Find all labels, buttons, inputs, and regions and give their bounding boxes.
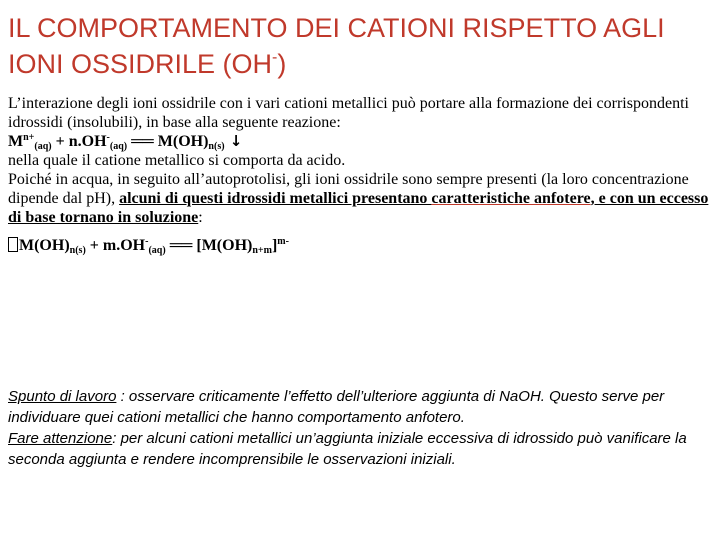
amphoteric-highlight-3: , e con un eccesso di base tornano in soluzione (8, 190, 709, 226)
intro-paragraph: L’interazione degli ioni ossidrile con i vari cationi metallici può portare alla formazione dei corrispondenti idrossidi (insolubili), in base alla seguente reazione: (8, 95, 689, 131)
precipitate-down-arrow-icon: ↓ (224, 132, 243, 150)
title-main: IL COMPORTAMENTO DEI CATIONI RISPETTO AGLI IONI OSSIDRILE (OH (8, 13, 665, 79)
note-label-attenzione: Fare attenzione (8, 430, 113, 447)
amphoteric-highlight-1: alcuni di questi idrossidi metallici presentano (119, 190, 432, 207)
equilibrium-arrow: ══ (127, 133, 158, 150)
slide-body (8, 94, 712, 255)
title-close: ) (277, 49, 287, 79)
work-notes (8, 386, 714, 470)
title-superscript: - (272, 49, 278, 66)
note-attenzione: Fare attenzione: per alcuni cationi metallici un’aggiunta iniziale eccessiva di idrossido può vanificare la seconda aggiunta e rendere incomprensibile le osservazioni iniziali. (8, 430, 687, 468)
equilibrium-arrow: ══ (165, 237, 197, 254)
slide-title (8, 10, 712, 82)
acid-behaviour-text: nella quale il catione metallico si comporta da acido. (8, 152, 346, 169)
missing-glyph-icon (8, 237, 18, 252)
equation-amphoteric-dissolution: $M(OH)_{n(s)} + m.OH^-_{(aq)}$ ══ $[M(OH)_{n+m}]^{m-}$ (8, 236, 712, 255)
note-spunto: Spunto di lavoro : osservare criticamente l’effetto dell’ulteriore aggiunta di NaOH. Questo serve per individuare quei cationi metallici che hanno comportamento anfotero. (8, 388, 665, 426)
note-label-spunto: Spunto di lavoro (8, 388, 117, 405)
amphoteric-highlight-2: caratteristiche anfotere (431, 190, 591, 207)
amphoteric-paragraph: Poiché in acqua, in seguito all’autoprotolisi, gli ioni ossidrile sono sempre presenti (la loro concentrazione dipende dal pH), alcuni di questi idrossidi metallici presentano caratteristiche anfotere, e con un eccesso di base tornano in soluzione: (8, 171, 709, 226)
equation-hydroxide-formation: $M^{n+}_{(aq)} + n.OH^-_{(aq)}$ ══ $M(OH)_{n(s)}$ ↓ (8, 132, 243, 152)
